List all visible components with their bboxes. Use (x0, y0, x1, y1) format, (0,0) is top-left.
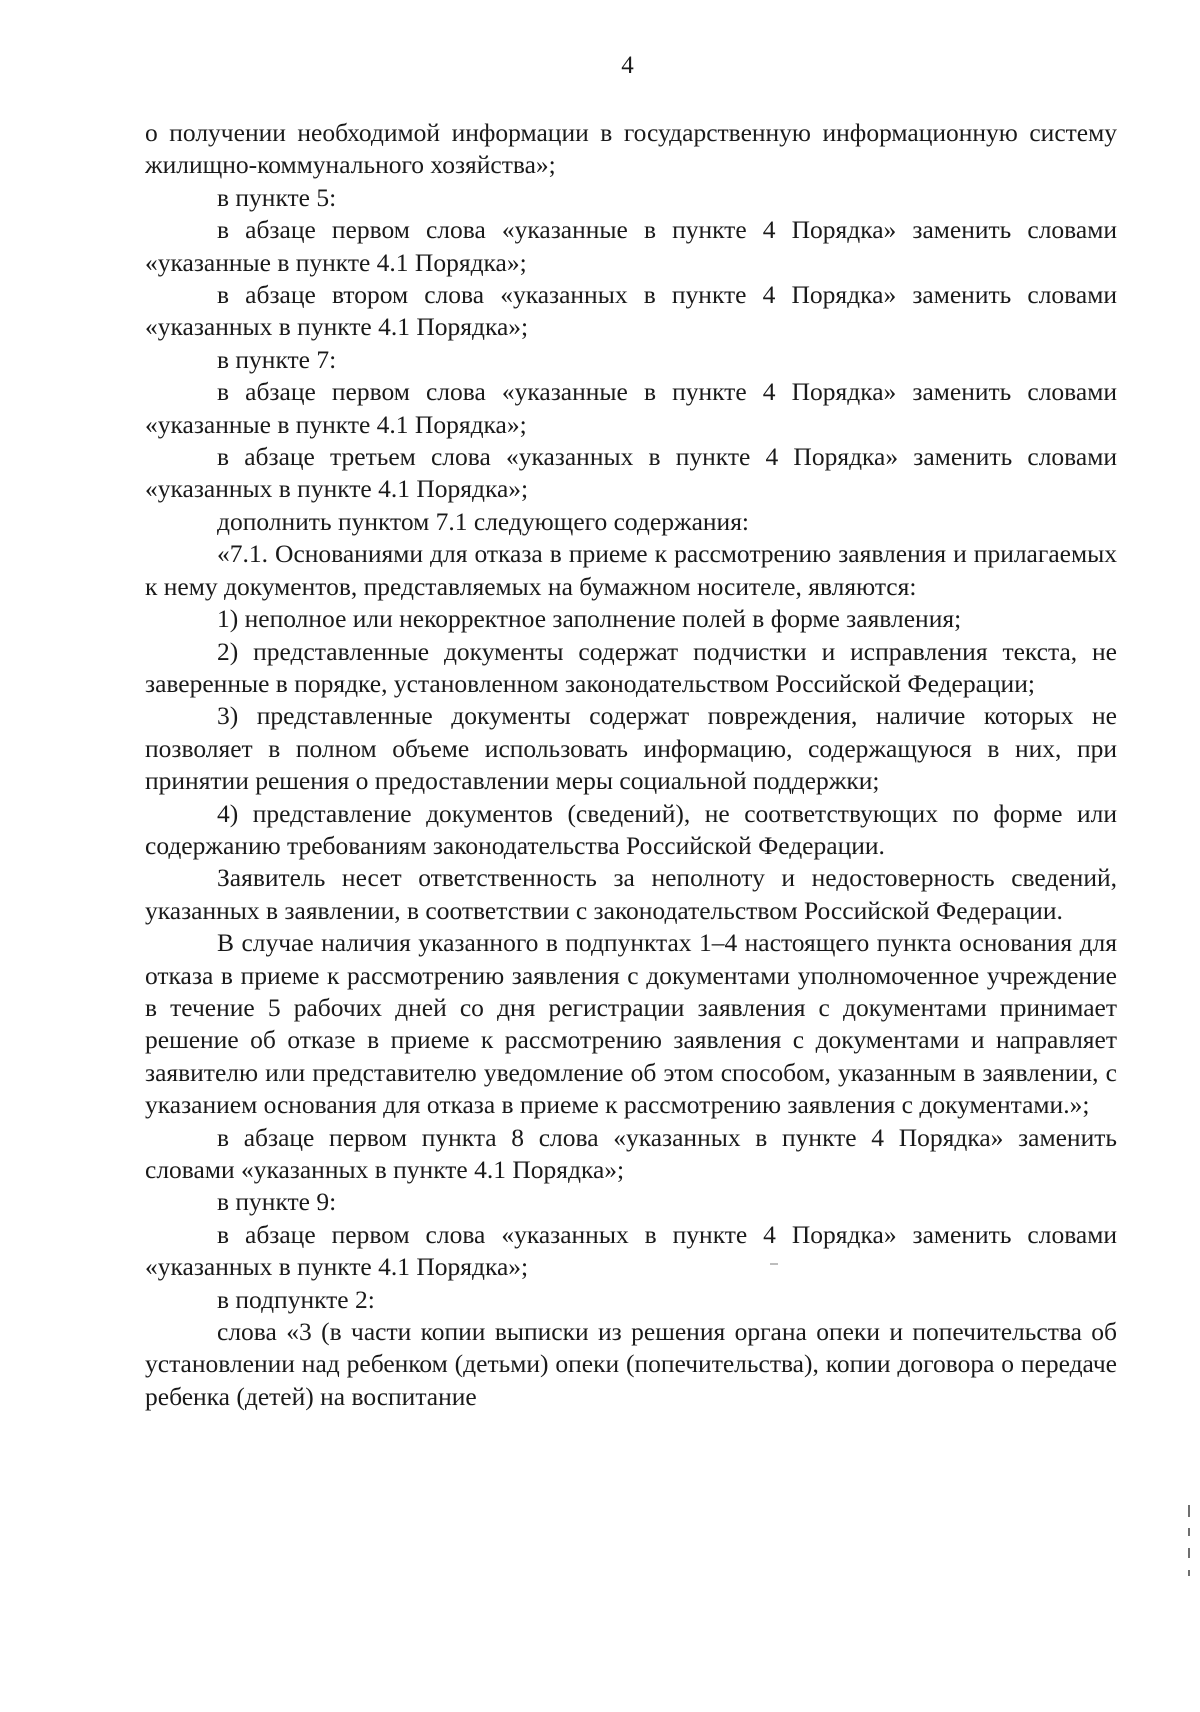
paragraph-point-5-second-abzac: в абзаце втором слова «указанных в пункте 4 Порядка» заменить словами «указанных в пункте 4.1 Порядка»; (145, 280, 1117, 342)
scan-speck (770, 1263, 778, 1265)
paragraph-responsibility: Заявитель несет ответственность за неполноту и недостоверность сведений, указанных в заявлении, в соответствии с законодательством Российской Федерации. (145, 863, 1117, 925)
paragraph-subpoint-2-heading: в подпункте 2: (217, 1284, 375, 1314)
scan-edge-mark (1188, 1505, 1190, 1517)
paragraph-point-8-first-abzac: в абзаце первом пункта 8 слова «указанных в пункте 4 Порядка» заменить словами «указанных в пункте 4.1 Порядка»; (145, 1122, 1117, 1184)
paragraph-subpoint-2-words: слова «3 (в части копии выписки из решения органа опеки и попечительства об установлении над ребенком (детьми) опеки (попечительства), копии договора о передаче ребенка (детей) на воспитание (145, 1317, 1117, 1411)
document-body (145, 117, 1117, 1413)
page-number: 4 (621, 52, 634, 79)
list-item-3: 3) представленные документы содержат повреждения, наличие которых не позволяет в полном объеме использовать информацию, содержащуюся в них, при принятии решения о предоставлении меры социальной поддержки; (145, 701, 1117, 796)
paragraph-point-7-first-abzac: в абзаце первом слова «указанные в пункте 4 Порядка» заменить словами «указанные в пункте 4.1 Порядка»; (145, 377, 1117, 439)
paragraph-point-5-first-abzac: в абзаце первом слова «указанные в пункте 4 Порядка» заменить словами «указанные в пункте 4.1 Порядка»; (145, 215, 1117, 277)
list-item-1: 1) неполное или некорректное заполнение полей в форме заявления; (217, 604, 962, 634)
paragraph-point-7-third-abzac: в абзаце третьем слова «указанных в пункте 4 Порядка» заменить словами «указанных в пункте 4.1 Порядка»; (145, 442, 1117, 504)
paragraph-point-7-heading: в пункте 7: (217, 344, 337, 374)
paragraph-point-5-heading: в пункте 5: (217, 182, 337, 212)
paragraph-point-9-heading: в пункте 9: (217, 1187, 337, 1217)
paragraph-point-9-first-abzac: в абзаце первом слова «указанных в пункте 4 Порядка» заменить словами «указанных в пункте 4.1 Порядка»; (145, 1219, 1117, 1282)
scan-edge-mark (1188, 1570, 1190, 1576)
paragraph-point-7-1-intro: дополнить пунктом 7.1 следующего содержания: (217, 506, 750, 536)
list-item-2: 2) представленные документы содержат подчистки и исправления текста, не заверенные в порядке, установленном законодательством Российской Федерации; (145, 636, 1117, 698)
paragraph-refusal-procedure: В случае наличия указанного в подпунктах 1–4 настоящего пункта основания для отказа в приеме к рассмотрению заявления с документами уполномоченное учреждение в течение 5 рабочих дней со дня регистрации заявления с документами принимает решение об отказе в приеме к рассмотрению заявления с документами и направляет заявителю или представителю уведомление об этом способом, указанным в заявлении, с указанием основания для отказа в приеме к рассмотрению заявления с документами.»; (145, 928, 1117, 1120)
scan-edge-mark (1188, 1528, 1190, 1536)
scan-edge-mark (1188, 1548, 1190, 1558)
paragraph-continuation: о получении необходимой информации в государственную информационную систему жилищно-коммунального хозяйства»; (145, 118, 1117, 180)
paragraph-point-7-1-body: «7.1. Основаниями для отказа в приеме к рассмотрению заявления и прилагаемых к нему документов, представляемых на бумажном носителе, являются: (145, 539, 1117, 601)
list-item-4: 4) представление документов (сведений), не соответствующих по форме или содержанию требованиям законодательства Российской Федерации. (145, 798, 1117, 860)
